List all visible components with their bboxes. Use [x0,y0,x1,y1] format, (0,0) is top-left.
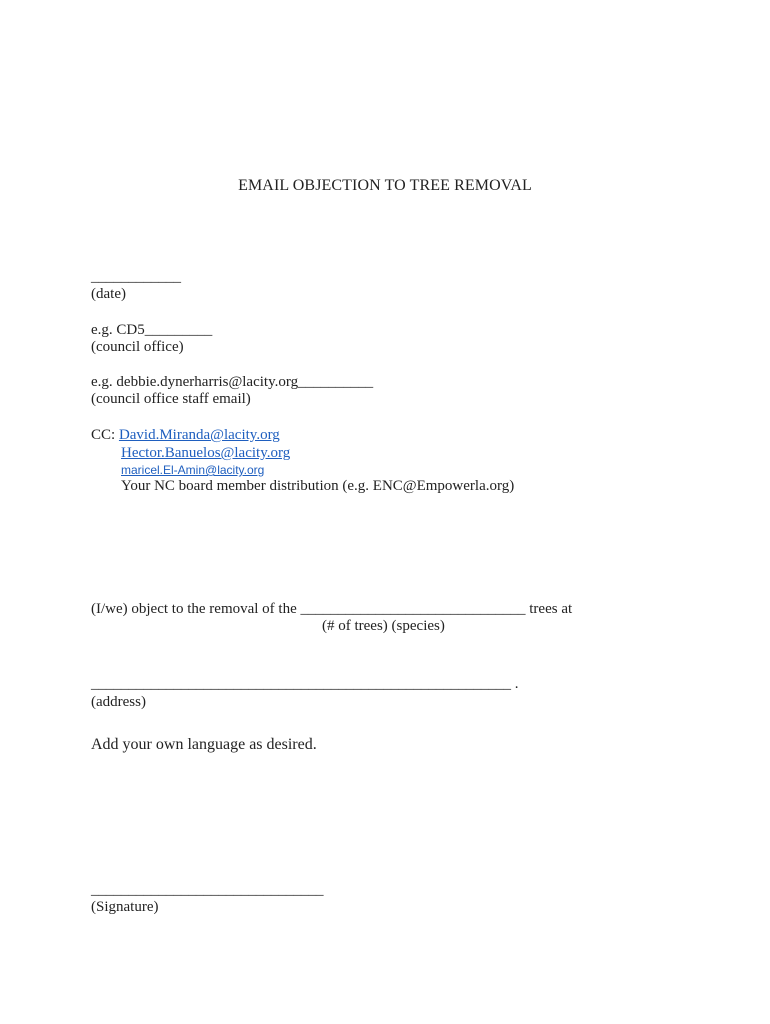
cc-email-link-1[interactable]: David.Miranda@lacity.org [118,427,280,443]
objection-sentence: (I/we) object to the removal of the ______________________________ trees at [91,601,573,617]
council-office-example: e.g. CD5_________ [91,322,213,338]
council-office-label: (council office) [91,339,184,355]
document-title: EMAIL OBJECTION TO TREE REMOVAL [238,177,532,194]
objection-sublabel: (# of trees) (species) [322,618,445,634]
cc-email-link-3[interactable]: maricel.El-Amin@lacity.org [121,463,265,477]
staff-email-example: e.g. debbie.dynerharris@lacity.org__________ [91,374,374,390]
cc-prefix: CC: [91,427,119,443]
date-label: (date) [91,286,126,302]
cc-email-link-2[interactable]: Hector.Banuelos@lacity.org [121,445,291,461]
signature-blank: _______________________________ [91,882,324,898]
nc-board-distribution: Your NC board member distribution (e.g. ENC@Empowerla.org) [121,478,515,494]
address-label: (address) [91,694,146,710]
address-blank: ________________________________________________________ . [91,676,519,692]
staff-email-label: (council office staff email) [91,391,251,407]
own-language-note: Add your own language as desired. [91,736,317,753]
date-blank: ____________ [91,269,181,285]
cc-email-row-3 [121,463,264,478]
signature-label: (Signature) [91,899,159,915]
cc-email-row-2 [121,446,290,461]
cc-line [91,428,280,443]
